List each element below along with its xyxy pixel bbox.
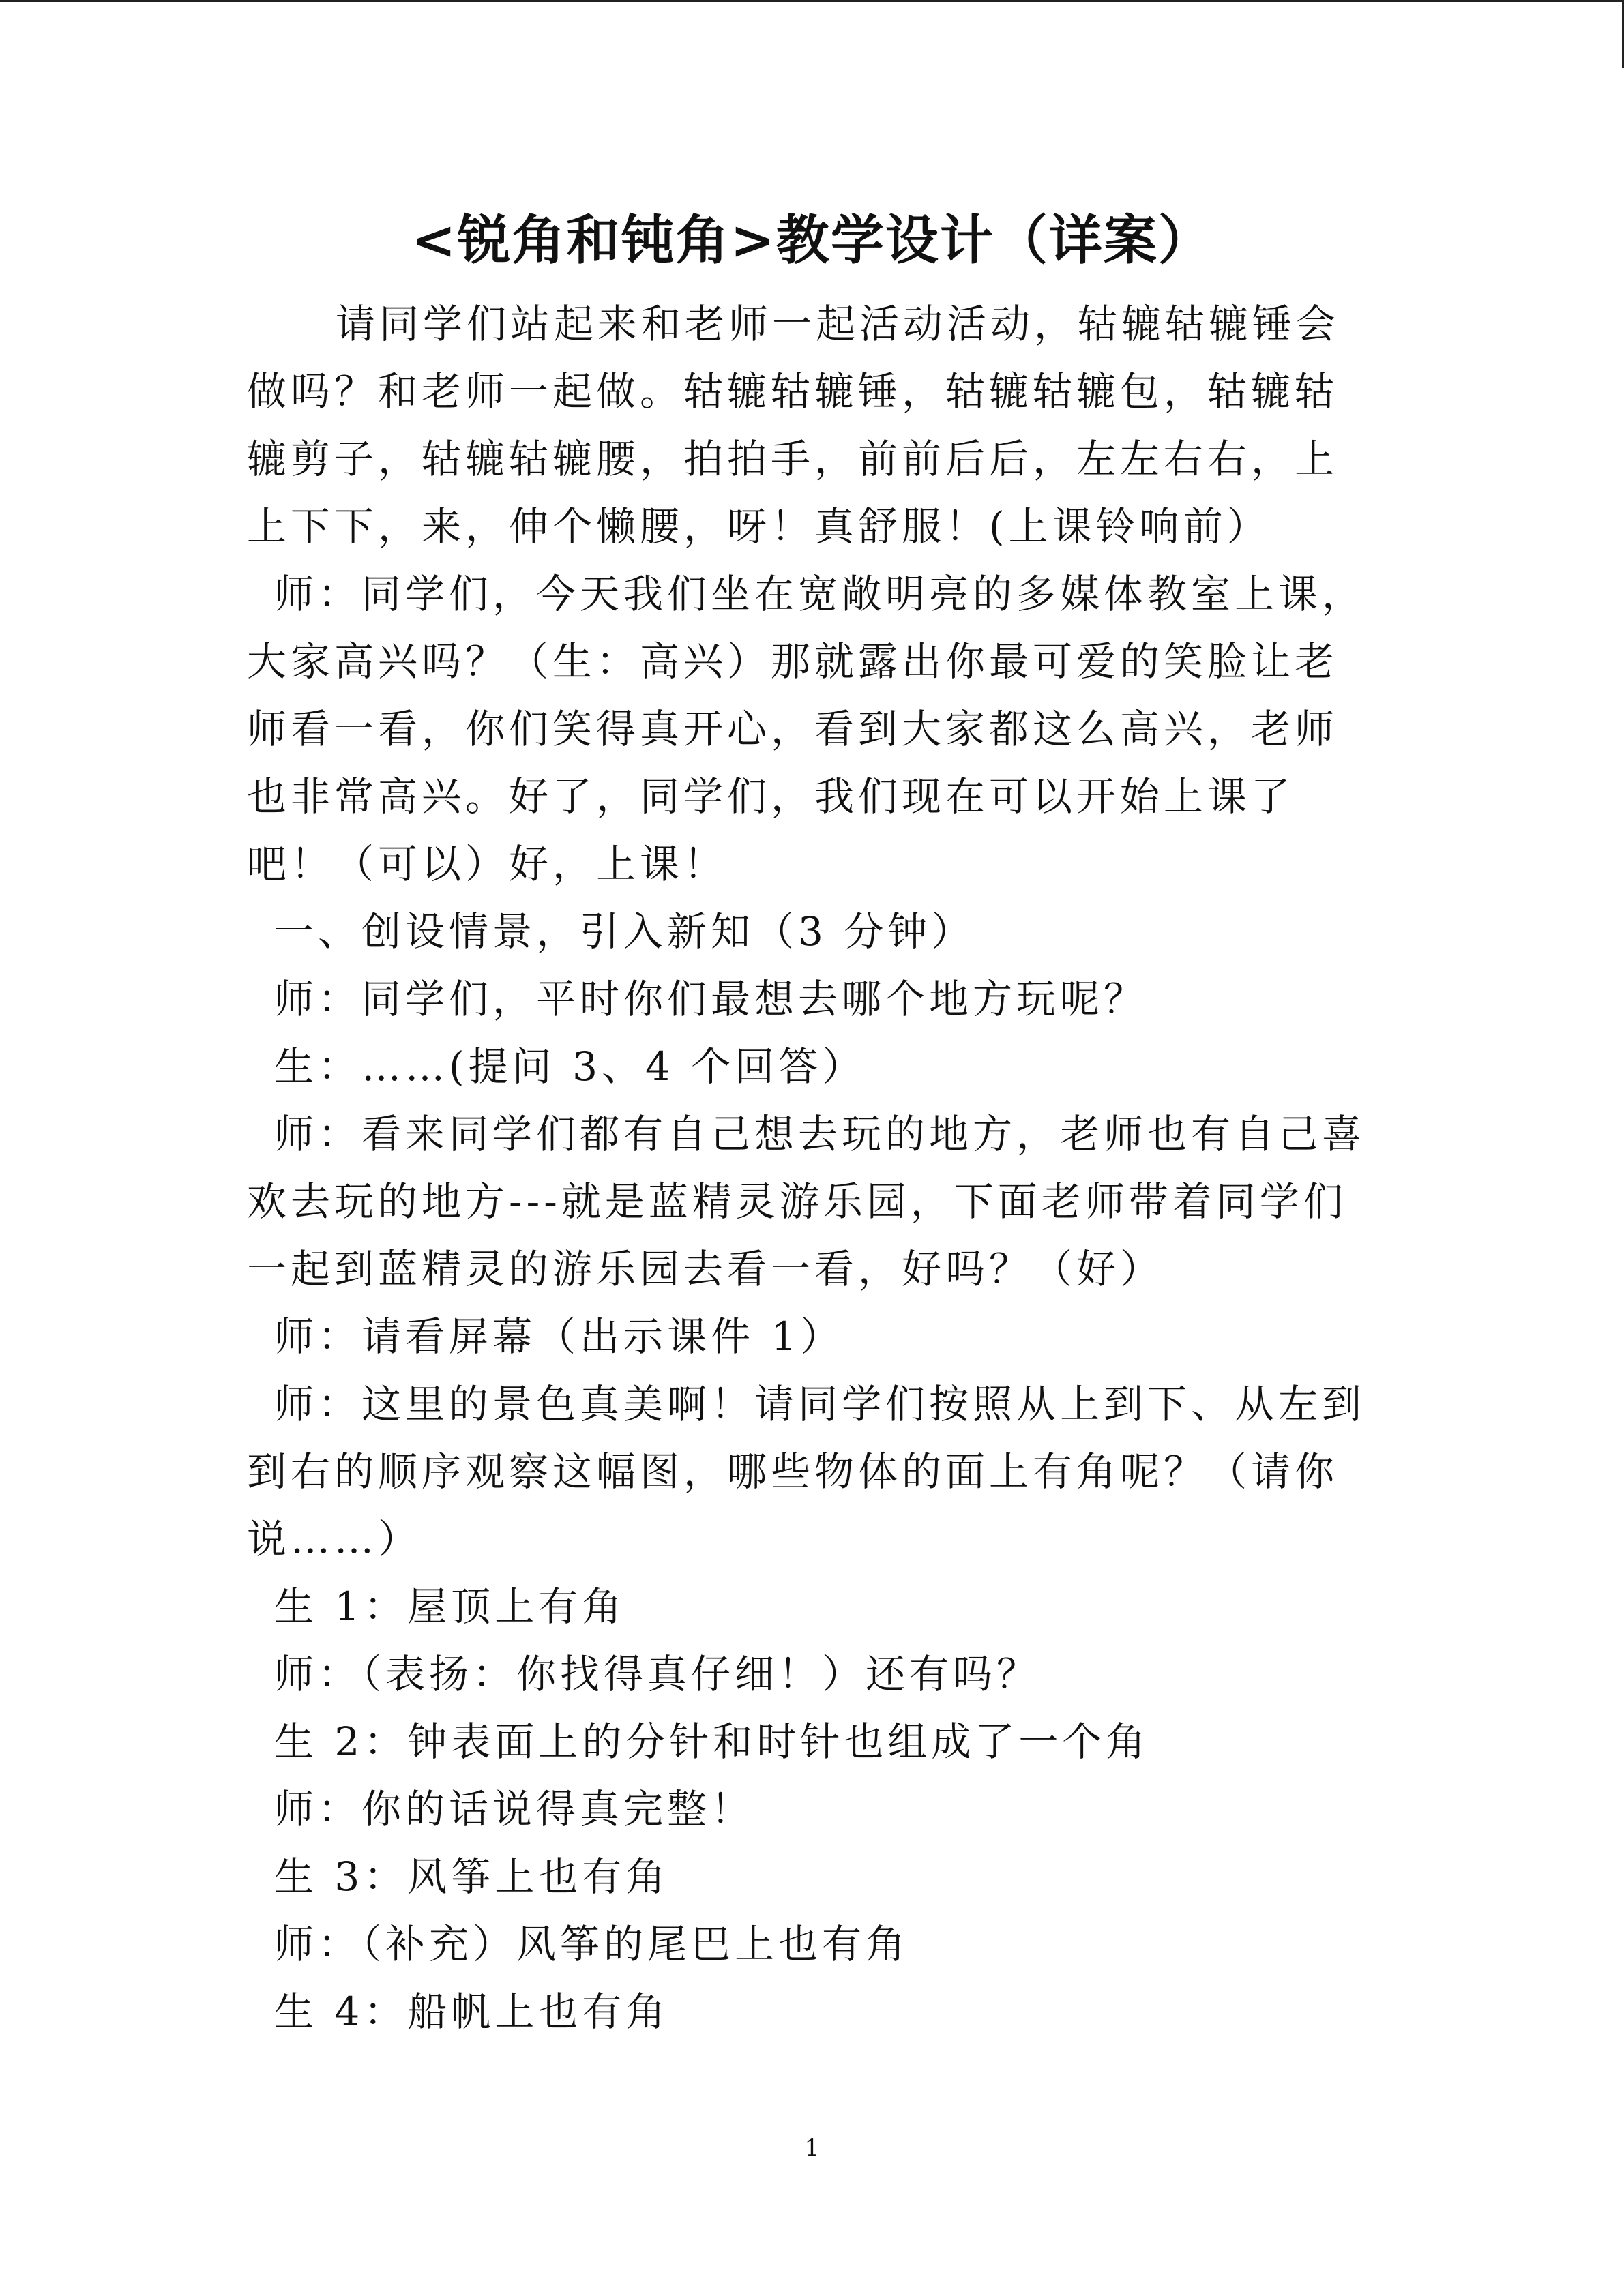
text-line: 生 3：风筝上也有角 <box>274 1853 670 1900</box>
text-line: 上下下，来，伸个懒腰，呀！真舒服！(上课铃响前） <box>247 503 1271 550</box>
text-line: 也非常高兴。好了，同学们，我们现在可以开始上课了 <box>247 773 1295 820</box>
text-line: 师：同学们，今天我们坐在宽敞明亮的多媒体教室上课， <box>274 571 1366 617</box>
text-line: 生：……(提问 3、4 个回答） <box>274 1043 866 1090</box>
text-line: 大家高兴吗？（生：高兴）那就露出你最可爱的笑脸让老 <box>247 638 1339 685</box>
text-line: 吧！（可以）好，上课！ <box>247 841 728 887</box>
text-line: 师：你的话说得真完整！ <box>274 1786 755 1832</box>
text-line: 师：这里的景色真美啊！请同学们按照从上到下、从左到 <box>274 1381 1366 1427</box>
text-line: 做吗？和老师一起做。轱辘轱辘锤，轱辘轱辘包，轱辘轱 <box>247 368 1339 415</box>
text-line: 辘剪子，轱辘轱辘腰，拍拍手，前前后后，左左右右，上 <box>247 436 1339 482</box>
text-line: 师：请看屏幕（出示课件 1） <box>274 1313 844 1360</box>
text-line: 生 4：船帆上也有角 <box>274 1988 670 2035</box>
text-line: 欢去玩的地方---就是蓝精灵游乐园，下面老师带着同学们 <box>247 1178 1347 1225</box>
text-line: 师看一看，你们笑得真开心，看到大家都这么高兴，老师 <box>247 706 1339 752</box>
section-heading: 一、创设情景，引入新知（3 分钟） <box>274 908 975 955</box>
page-number: 1 <box>804 2134 820 2162</box>
text-line: 生 1：屋顶上有角 <box>274 1583 626 1630</box>
text-line: 师：同学们，平时你们最想去哪个地方玩呢？ <box>274 976 1148 1022</box>
top-border-line <box>0 0 1624 2</box>
text-line: 生 2：钟表面上的分针和时针也组成了一个角 <box>274 1718 1150 1765</box>
document-body <box>247 290 1379 2046</box>
text-line: 说……） <box>247 1516 422 1562</box>
text-line: 一起到蓝精灵的游乐园去看一看，好吗？（好） <box>247 1246 1164 1292</box>
text-line: 师：看来同学们都有自己想去玩的地方，老师也有自己喜 <box>274 1111 1366 1157</box>
text-line: 到右的顺序观察这幅图，哪些物体的面上有角呢？（请你 <box>247 1448 1339 1495</box>
text-line: 师：（补充）风筝的尾巴上也有角 <box>274 1921 910 1967</box>
page-title: <锐角和钝角>教学设计（详案） <box>411 209 1213 271</box>
text-line: 请同学们站起来和老师一起活动活动，轱辘轱辘锤会 <box>336 301 1340 347</box>
text-line: 师：（表扬：你找得真仔细！）还有吗？ <box>274 1651 1041 1697</box>
